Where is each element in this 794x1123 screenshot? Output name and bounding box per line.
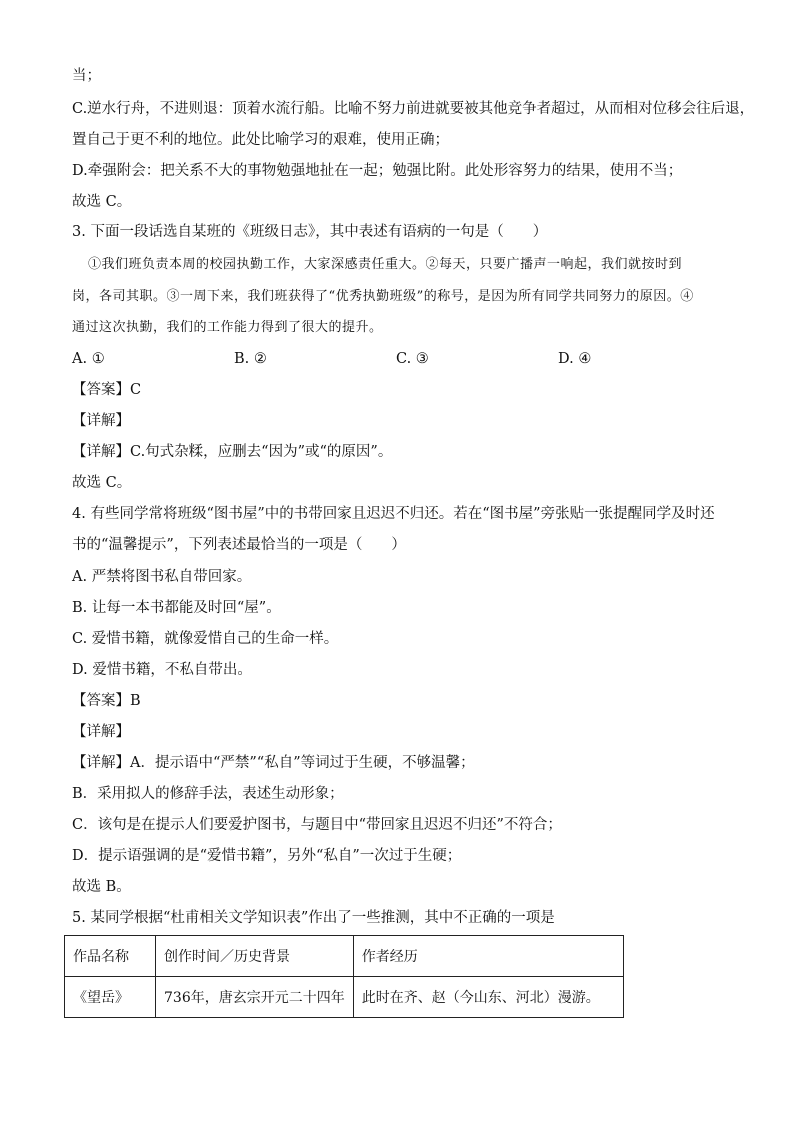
table-header-cell: 作者经历 xyxy=(353,936,623,977)
q2-option-d: D.牵强附会：把关系不大的事物勉强地扯在一起；勉强比附。此处形容努力的结果，使用不当； xyxy=(72,163,683,179)
knowledge-table xyxy=(64,935,624,1018)
table-header-cell: 作品名称 xyxy=(65,936,156,977)
q2-text-line: 当； xyxy=(72,68,101,84)
q4-stem-line2: 书的“温馨提示”，下列表述最恰当的一项是（ ） xyxy=(72,537,406,553)
q5-stem: 5. 某同学根据“杜甫相关文学知识表”作出了一些推测，其中不正确的一项是 xyxy=(72,910,555,926)
q4-detail-d: D．提示语强调的是“爱惜书籍”，另外“私自”一次过于生硬； xyxy=(72,848,462,864)
q3-options xyxy=(72,349,692,369)
q4-detail-a: 【详解】A．提示语中“严禁”“私自”等词过于生硬，不够温馨； xyxy=(72,755,475,771)
q3-option-d: D. ④ xyxy=(558,351,592,367)
q3-option-c: C. ③ xyxy=(396,351,429,367)
q3-answer: 【答案】C xyxy=(72,382,142,398)
table-cell: 736年，唐玄宗开元二十四年 xyxy=(156,977,354,1018)
q4-option-b: B. 让每一本书都能及时回“屋”。 xyxy=(72,600,281,616)
q4-detail-heading: 【详解】 xyxy=(72,724,130,740)
q3-choice: 故选 C。 xyxy=(72,475,132,491)
q2-choice: 故选 C。 xyxy=(72,194,132,210)
q2-option-c-line1: C.逆水行舟，不进则退：顶着水流行船。比喻不努力前进就要被其他竞争者超过，从而相对位移会往后退， xyxy=(72,101,755,117)
q3-stem: 3. 下面一段话选自某班的《班级日志》，其中表述有语病的一句是（ ） xyxy=(72,224,548,240)
q4-option-c: C. 爱惜书籍，就像爱惜自己的生命一样。 xyxy=(72,631,339,647)
table-cell: 此时在齐、赵（今山东、河北）漫游。 xyxy=(353,977,623,1018)
q3-option-a: A. ① xyxy=(72,351,105,367)
table-row xyxy=(65,977,624,1018)
table-cell: 《望岳》 xyxy=(65,977,156,1018)
q3-detail-heading: 【详解】 xyxy=(72,413,130,429)
q4-choice: 故选 B。 xyxy=(72,879,131,895)
q4-stem-line1: 4. 有些同学常将班级“图书屋”中的书带回家且迟迟不归还。若在“图书屋”旁张贴一张提醒同学及时还 xyxy=(72,506,715,522)
q4-detail-c: C．该句是在提示人们要爱护图书，与题目中“带回家且迟迟不归还”不符合； xyxy=(72,817,562,833)
q3-passage-line1: ①我们班负责本周的校园执勤工作，大家深感责任重大。②每天，只要广播声一响起，我们就按时到 xyxy=(88,257,683,272)
q3-passage-line2: 岗，各司其职。③一周下来，我们班获得了“优秀执勤班级”的称号，是因为所有同学共同努力的原因。④ xyxy=(72,289,694,304)
q4-option-a: A. 严禁将图书私自带回家。 xyxy=(72,569,252,585)
q3-option-b: B. ② xyxy=(234,351,267,367)
q4-answer: 【答案】B xyxy=(72,693,141,709)
q4-option-d: D. 爱惜书籍，不私自带出。 xyxy=(72,662,252,678)
q2-option-c-line2: 置自己于更不利的地位。此处比喻学习的艰难，使用正确； xyxy=(72,132,449,148)
table-header-cell: 创作时间／历史背景 xyxy=(156,936,354,977)
q3-detail: 【详解】C.句式杂糅，应删去“因为”或“的原因”。 xyxy=(72,444,393,460)
q3-passage-line3: 通过这次执勤，我们的工作能力得到了很大的提升。 xyxy=(72,320,383,335)
table-header-row xyxy=(65,936,624,977)
q4-detail-b: B．采用拟人的修辞手法，表述生动形象； xyxy=(72,786,344,802)
